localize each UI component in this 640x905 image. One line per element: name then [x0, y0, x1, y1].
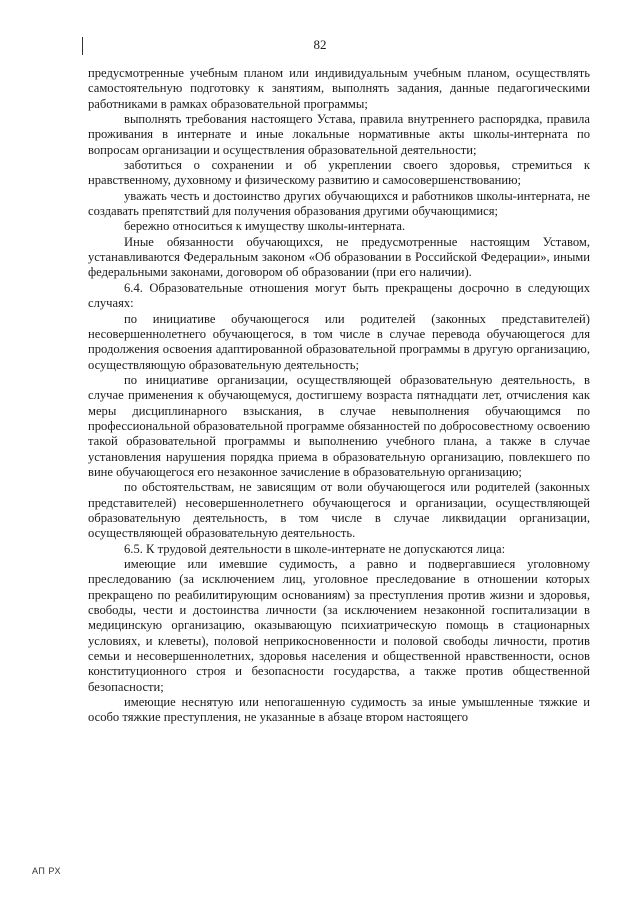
paragraph-obligation-health: заботиться о сохранении и об укреплении своего здоровья, стремиться к нравственному, духовному и физическому развитию и самосовершенствованию;	[88, 158, 590, 188]
paragraph-case-initiative-student: по инициативе обучающегося или родителей (законных представителей) несовершеннолетнего обучающегося, в том числе в случае перевода обучающегося для продолжения освоения адаптированной образовательной программы в другую организацию, осуществляющую образовательную деятельность;	[88, 311, 590, 372]
paragraph-persons-convicted: имеющие или имевшие судимость, а равно и подвергавшиеся уголовному преследованию (за исключением лиц, уголовное преследование в отношении которых прекращено по реабилитирующим основаниям) за преступления против жизни и здоровья, свободы, чести и достоинства личности (за исключением незаконной госпитализации в медицинскую организацию, оказывающую психиатрическую помощь в стационарных условиях, и клеветы), половой неприкосновенности и половой свободы личности, против семьи и несовершеннолетних, здоровья населения и общественной нравственности, основ конституционного строя и безопасности государства, а также против общественной безопасности;	[88, 557, 590, 694]
paragraph-case-initiative-org: по инициативе организации, осуществляющей образовательную деятельность, в случае применения к обучающемуся, достигшему возраста пятнадцати лет, отчисления как меры дисциплинарного взыскания, в случае невыполнения обучающимся по профессиональной образовательной программе обязанностей по добросовестному освоению такой образовательной программы и выполнению учебного плана, а также в случае установления нарушения порядка приема в образовательную организацию, повлекшего по вине обучающегося его незаконное зачисление в образовательную организацию;	[88, 372, 590, 479]
footer-code: АП РХ	[32, 866, 61, 876]
body-text	[88, 66, 590, 726]
paragraph-other-obligations: Иные обязанности обучающихся, не предусмотренные настоящим Уставом, устанавливаются Федеральным законом «Об образовании в Российской Федерации», иными федеральными законами, договором об образовании (при его наличии).	[88, 234, 590, 280]
paragraph-section-6-5: 6.5. К трудовой деятельности в школе-интернате не допускаются лица:	[124, 541, 506, 556]
paragraph-case-circumstances: по обстоятельствам, не зависящим от воли обучающегося или родителей (законных представителей) несовершеннолетнего обучающегося и организации, осуществляющей образовательную деятельность, в том числе в случае ликвидации организации, осуществляющей образовательную деятельность.	[88, 480, 590, 541]
paragraph-obligation-charter: выполнять требования настоящего Устава, правила внутреннего распорядка, правила проживания в интернате и иные локальные нормативные акты школы-интерната по вопросам организации и осуществления образовательной деятельности;	[88, 112, 590, 157]
paragraph-continuation: предусмотренные учебным планом или индивидуальным учебным планом, осуществлять самостоятельную подготовку к занятиям, выполнять задания, данные педагогическими работниками в рамках образовательной программы;	[88, 66, 590, 111]
paragraph-obligation-property: бережно относиться к имуществу школы-интерната.	[124, 219, 406, 234]
paragraph-persons-unexpunged: имеющие неснятую или непогашенную судимость за иные умышленные тяжкие и особо тяжкие преступления, не указанные в абзаце втором настоящего	[88, 695, 590, 725]
paragraph-obligation-respect: уважать честь и достоинство других обучающихся и работников школы-интерната, не создавать препятствий для получения образования другими обучающимися;	[88, 188, 590, 219]
page-number: 82	[313, 37, 327, 52]
paragraph-section-6-4: 6.4. Образовательные отношения могут быть прекращены досрочно в следующих случаях:	[88, 280, 590, 311]
